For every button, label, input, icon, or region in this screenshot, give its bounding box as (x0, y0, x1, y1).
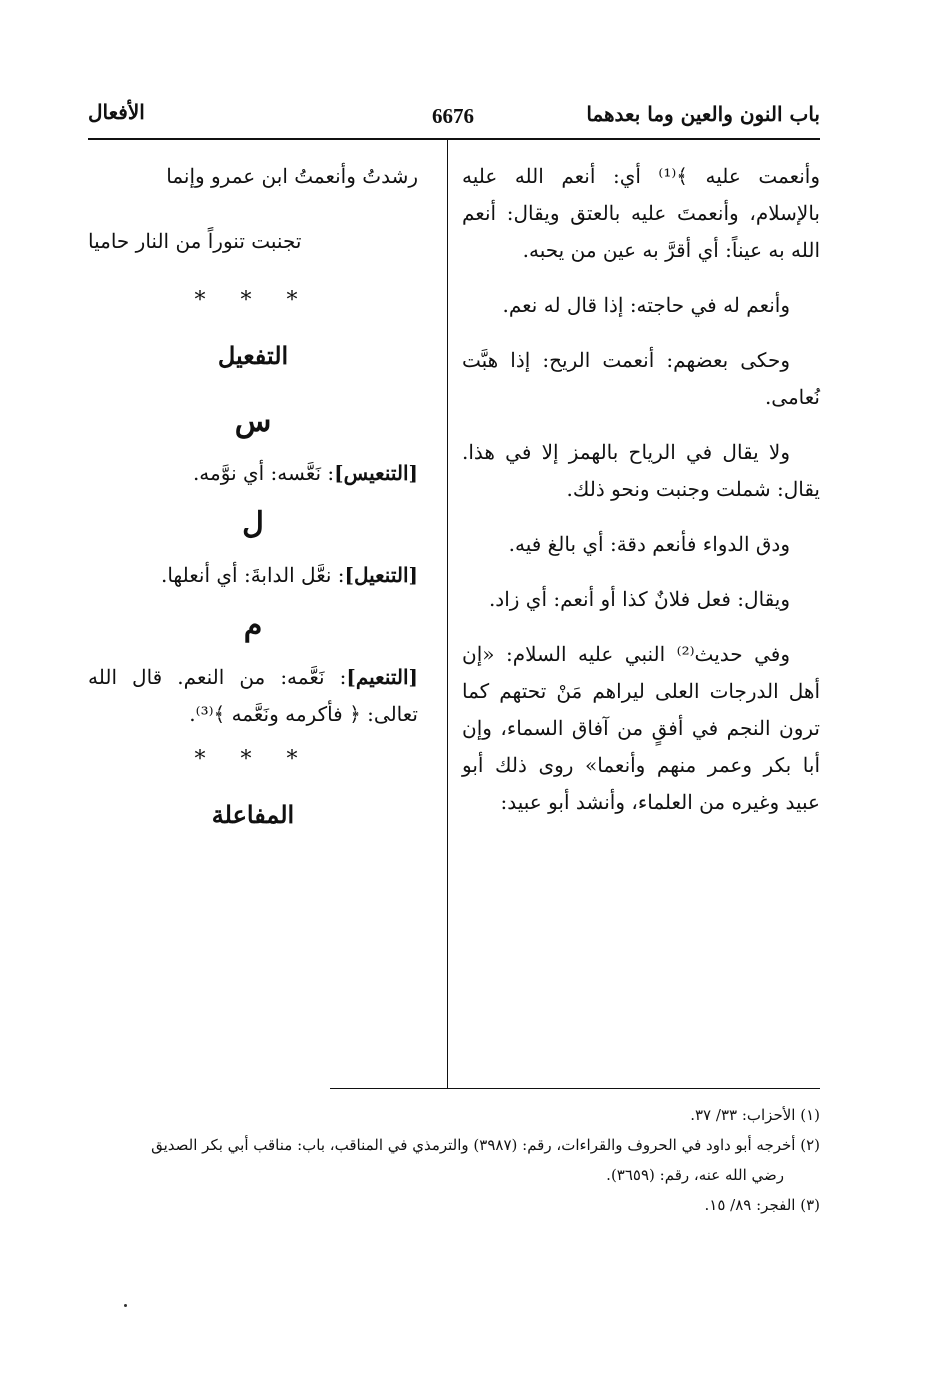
header-rule (88, 138, 820, 140)
letter-heading: س (234, 404, 272, 439)
chapter-title: باب النون والعين وما بعدهما (586, 102, 820, 126)
section-title: الأفعال (88, 100, 145, 124)
page-number: 6676 (432, 104, 474, 128)
paragraph: ودق الدواء فأنعم دقة: أي بالغ فيه. (508, 532, 790, 556)
page-header (88, 100, 820, 134)
entry-term: [التنعيل] (344, 563, 418, 587)
dictionary-entry (88, 455, 418, 492)
section-heading: المفاعلة (211, 800, 295, 829)
footnote: (٣) الفجر: ٨٩/ ١٥. (704, 1196, 820, 1214)
section-separator: * * * (194, 288, 312, 313)
footnote-continuation: رضي الله عنه، رقم: (٣٦٥٩). (606, 1166, 784, 1184)
paragraph: ويقال: فعل فلانٌ كذا أو أنعم: أي زاد. (488, 587, 790, 611)
section-heading: التفعيل (217, 341, 289, 370)
section-separator: * * * (194, 747, 312, 772)
left-column (88, 158, 418, 863)
footnotes (88, 1100, 820, 1220)
paragraph: ولا يقال في الرياح بالهمز إلا في هذا. يقال: شملت وجنبت ونحو ذلك. (462, 440, 820, 501)
entry-text: : نَعَّمه: من النعم. قال الله تعالى: ﴿ فأكرمه ونَعَّمه ﴾⁽³⁾. (88, 665, 418, 726)
entry-text: : نعَّل الدابةَ: أي أنعلها. (160, 563, 345, 587)
paragraph: وفي حديث⁽²⁾ النبي عليه السلام: «إن أهل الدرجات العلى ليراهم مَنْ تحتهم كما ترون النجم في أفقٍ من آفاق السماء، وإن أبا بكر وعمر منهم وأنعما» روى ذلك أبو عبيد وغيره من العلماء، وأنشد أبو عبيد: (462, 642, 820, 814)
dictionary-entry (88, 557, 418, 594)
paragraph: وأنعمت عليه ﴾⁽¹⁾ أي: أنعم الله عليه بالإسلام، وأنعمتَ عليه بالعتق ويقال: أنعم الله به عيناً: أي أقرَّ به عين من يحبه. (462, 164, 820, 262)
speck (124, 1304, 127, 1307)
verse-line: تجنبت تنوراً من النار حاميا (88, 229, 302, 253)
dictionary-entry (88, 659, 418, 733)
entry-text: : نَعَّسه: أي نوَّمه. (192, 461, 335, 485)
letter-heading: م (243, 608, 263, 643)
footnote: (١) الأحزاب: ٣٣/ ٣٧. (690, 1106, 820, 1124)
verse-line: رشدتُ وأنعمتُ ابن عمرو وإنما (166, 164, 418, 188)
paragraph: وأنعم له في حاجته: إذا قال له نعم. (502, 293, 790, 317)
letter-heading: ل (242, 506, 264, 541)
entry-term: [التنعيم] (346, 665, 418, 689)
column-divider (447, 140, 448, 1088)
footnote-rule (330, 1088, 820, 1089)
entry-term: [التنعيس] (334, 461, 418, 485)
right-column (462, 158, 820, 839)
paragraph: وحكى بعضهم: أنعمت الريح: إذا هبَّت نُعامى. (462, 348, 820, 409)
footnote: (٢) أخرجه أبو داود في الحروف والقراءات، رقم: (٣٩٨٧) والترمذي في المناقب، باب: مناقب أبي بكر الصديق (151, 1136, 820, 1154)
